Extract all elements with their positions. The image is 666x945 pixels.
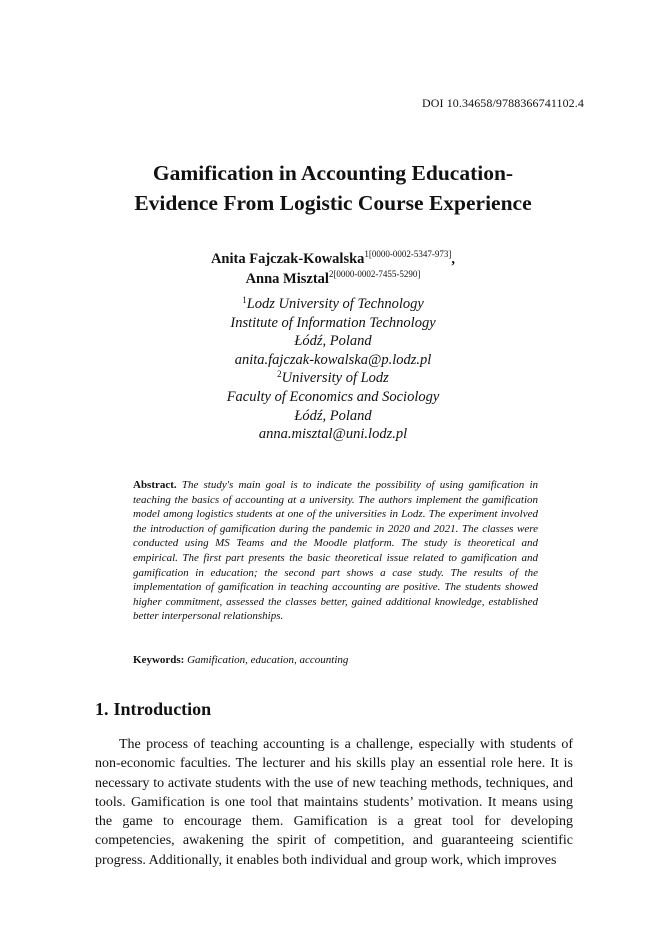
author-orcid: 1[0000-0002-5347-973] [364, 249, 452, 259]
author-2 [0, 269, 666, 289]
author-1 [0, 249, 666, 269]
author-orcid: 2[0000-0002-7455-5290] [328, 269, 421, 279]
author-name: Anna Misztal [245, 271, 329, 287]
section-number: 1. [95, 699, 109, 719]
author-separator: , [451, 251, 456, 267]
affiliation-2-university: $^2$University of Lodz [277, 369, 389, 387]
affiliation-1-marker: 1 [242, 295, 247, 305]
paper-title [0, 158, 666, 218]
affiliation-2-email: anna.misztal@uni.lodz.pl [258, 426, 408, 443]
affiliation-1-city: Łódź, Poland [294, 333, 372, 350]
abstract-text: The study's main goal is to indicate the possibility of using gamification in teaching the basics of accounting at a university. The authors implement the gamification model among logistics students at one of the universities in Lodz. The experiment involved the introduction of gamification during the pandemic in 2020 and 2021. The classes were conducted using MS Teams and the Moodle platform. The study is theoretical and empirical. The first part presents the basic theoretical issue related to gamification and gamification in education; the second part shows a case study. The results of the implementation of gamification in teaching accounting are positive. The students showed higher commitment, assessed the classes better, gained additional knowledge, established better interpersonal relationships. [133, 479, 538, 623]
doi-identifier: DOI 10.34658/9788366741102.4 [421, 96, 584, 110]
abstract [133, 478, 538, 624]
abstract-label: Abstract. [133, 479, 177, 491]
affiliations [0, 295, 666, 444]
affiliation-2-marker: 2 [277, 369, 282, 380]
affiliation-2-faculty: Faculty of Economics and Sociology [226, 388, 440, 405]
keywords-text: Gamification, education, accounting [187, 654, 349, 666]
keywords-label: Keywords: [133, 654, 185, 666]
author-list [0, 249, 666, 289]
section-title: Introduction [113, 699, 212, 719]
paper-title-line-1: Gamification in Accounting Education- [152, 161, 514, 185]
affiliation-1-university: $^1$Lodz University of Technology [242, 295, 424, 312]
affiliation-1-email: anita.fajczak-kowalska@p.lodz.pl [234, 351, 432, 368]
paper-title-line-2: Evidence From Logistic Course Experience [134, 191, 532, 215]
affiliation-2-city: Łódź, Poland [294, 407, 372, 424]
author-name: Anita Fajczak-Kowalska [210, 251, 365, 267]
keywords [133, 653, 538, 668]
section-heading [95, 699, 211, 720]
affiliation-1-institute: Institute of Information Technology [230, 314, 436, 331]
body-paragraph: The process of teaching accounting is a challenge, especially with students of non-economic faculties. The lecturer and his skills play an essential role here. It is necessary to activate students with the use of new teaching methods, techniques, and tools. Gamification is one tool that maintains students’ motivation. It means using the game to encourage them. Gamification is a great tool for developing competencies, awakening the spirit of competition, and guaranteeing scientific progress. Additionally, it enables both individual and group work, which improves [95, 737, 573, 868]
